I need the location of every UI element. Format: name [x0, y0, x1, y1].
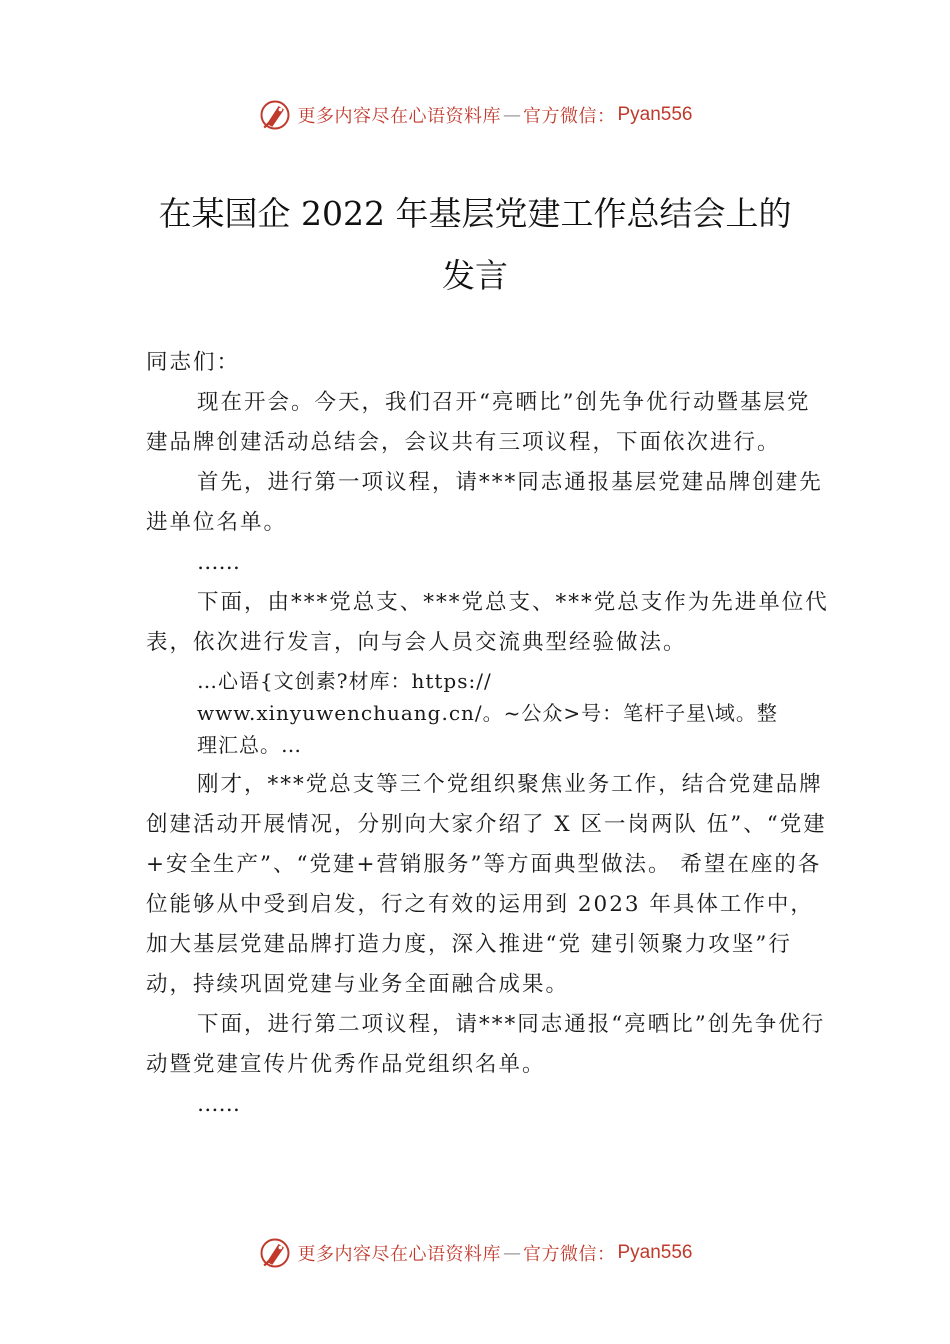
footer-banner — [0, 1233, 950, 1273]
banner-separator: — — [502, 1242, 521, 1264]
greeting: 同志们： — [146, 350, 241, 375]
paragraph-agenda-2: 下面，进行第二项议程，请***同志通报“亮晒比”创先争优行动暨党建宣传片优秀作品党组织名单。 — [146, 1012, 826, 1077]
document-body — [146, 343, 832, 1125]
ellipsis-1: …… — [197, 550, 240, 575]
ellipsis-2: …… — [197, 1092, 240, 1117]
pen-nib-logo-icon — [257, 97, 293, 133]
pen-nib-logo-icon — [257, 1235, 293, 1271]
document-title-line-2: 发言 — [442, 256, 508, 295]
watermark-line-1: …心语{文创素?材库：https:// — [197, 669, 492, 693]
paragraph-opening: 现在开会。今天，我们召开“亮晒比”创先争优行动暨基层党建品牌创建活动总结会，会议共有三项议程，下面依次进行。 — [146, 390, 811, 455]
banner-wechat-label: 官方微信： — [522, 106, 616, 127]
document-title-line-1: 在某国企 2022 年基层党建工作总结会上的 — [158, 194, 792, 233]
banner-wechat-id: Pyan556 — [617, 104, 693, 125]
watermark-website-text — [146, 665, 832, 761]
banner-text: 更多内容尽在心语资料库 — [297, 106, 501, 127]
paragraph-agenda-1: 首先，进行第一项议程，请***同志通报基层党建品牌创建先进单位名单。 — [146, 470, 823, 535]
watermark-line-2: www.xinyuwenchuang.cn/。~公众>号：笔杆子星\域。整 — [197, 701, 778, 725]
banner-wechat-label: 官方微信： — [522, 1244, 616, 1265]
header-banner — [0, 95, 950, 135]
banner-text: 更多内容尽在心语资料库 — [297, 1244, 501, 1265]
banner-separator: — — [502, 104, 521, 126]
paragraph-speakers: 下面，由***党总支、***党总支、***党总支作为先进单位代表，依次进行发言，向与会人员交流典型经验做法。 — [146, 590, 829, 655]
watermark-line-3: 理汇总。… — [197, 733, 302, 757]
paragraph-summary: 刚才，***党总支等三个党组织聚焦业务工作，结合党建品牌创建活动开展情况，分别向大家介绍了 X 区一岗两队 伍”、“党建+安全生产”、“党建+营销服务”等方面典型做法。 希望在座的各位能够从中受到启发，行之有效的运用到 2023 年具体工作中，加大基层党建品牌打造力度，深入推进“党 建引领聚力攻坚”行动，持续巩固党建与业务全面融合成果。 — [146, 772, 827, 997]
banner-wechat-id: Pyan556 — [617, 1242, 693, 1263]
